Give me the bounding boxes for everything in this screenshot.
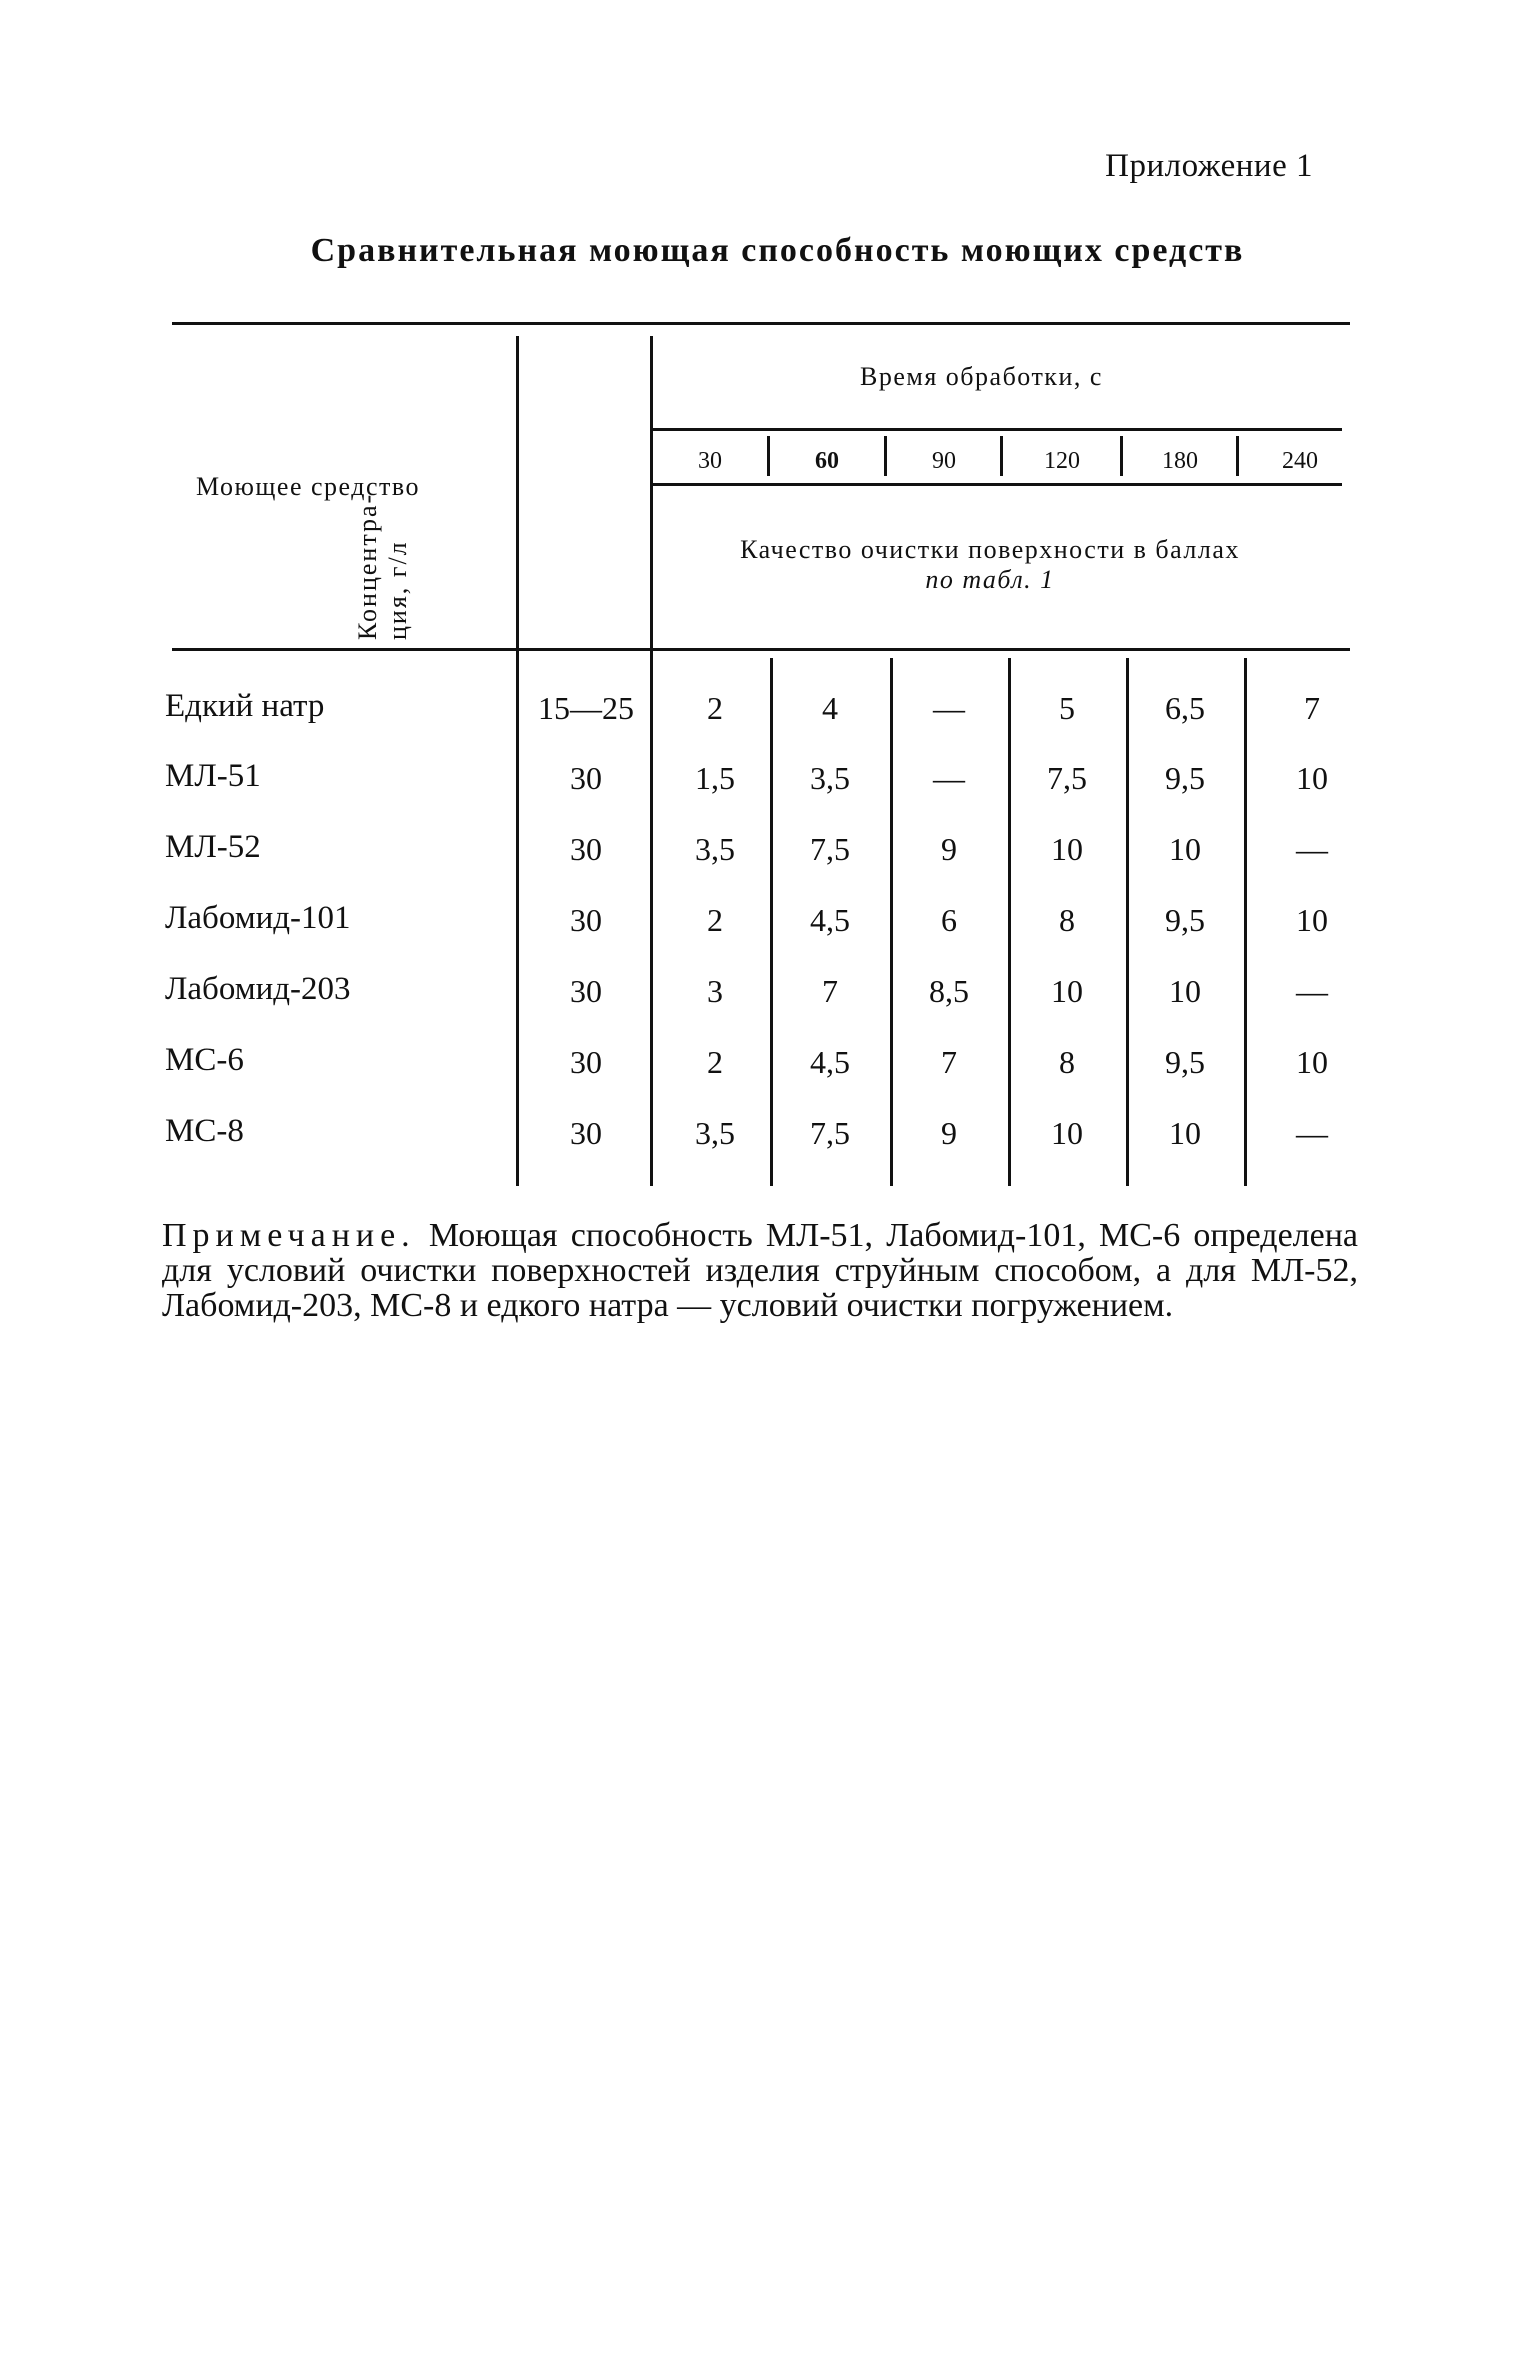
note-text: Моющая способность МЛ-51, Лабомид-101, МС-6 определена для условий очистки поверхностей изделия струйным способом, а для МЛ-52, Лабомид-203, МС-8 и едкого натра — условий очистки погружением. xyxy=(162,1217,1358,1324)
row-score-cell: 9,5 xyxy=(1165,1044,1205,1080)
row-score-cell: 4,5 xyxy=(810,902,850,938)
row-score-cell: 3,5 xyxy=(695,1115,735,1151)
time-divider xyxy=(1000,436,1003,476)
row-score-cell: 4 xyxy=(822,690,838,726)
row-score-cell: 4,5 xyxy=(810,1044,850,1080)
note xyxy=(162,1218,1358,1323)
score-column-rule xyxy=(770,658,773,1186)
row-score-cell: 2 xyxy=(707,690,723,726)
row-concentration: 30 xyxy=(570,1115,602,1151)
time-row-rule xyxy=(652,483,1342,486)
row-agent-name: Лабомид-203 xyxy=(165,971,351,1007)
quality-header xyxy=(655,535,1325,595)
time-header-cell: 60 xyxy=(815,448,839,474)
quality-header-line2: по табл. 1 xyxy=(925,565,1055,594)
row-score-cell: 9 xyxy=(941,1115,957,1151)
row-score-cell: 7 xyxy=(1304,690,1320,726)
row-score-cell: 8,5 xyxy=(929,973,969,1009)
row-score-cell: 6,5 xyxy=(1165,690,1205,726)
row-score-cell: — xyxy=(1296,1115,1328,1151)
score-column-rule xyxy=(890,658,893,1186)
row-score-cell: 9 xyxy=(941,831,957,867)
row-score-cell: — xyxy=(1296,973,1328,1009)
row-score-cell: 2 xyxy=(707,1044,723,1080)
table-header-rule xyxy=(172,648,1350,651)
row-score-cell: 7,5 xyxy=(810,1115,850,1151)
row-score-cell: 8 xyxy=(1059,1044,1075,1080)
row-score-cell: 9,5 xyxy=(1165,760,1205,796)
row-agent-name: Едкий натр xyxy=(165,688,325,724)
row-score-cell: 8 xyxy=(1059,902,1075,938)
row-agent-name: МЛ-51 xyxy=(165,758,261,794)
row-score-cell: 5 xyxy=(1059,690,1075,726)
concentration-column-header xyxy=(353,493,413,640)
row-score-cell: 9,5 xyxy=(1165,902,1205,938)
row-concentration: 30 xyxy=(570,831,602,867)
row-score-cell: 3 xyxy=(707,973,723,1009)
page-title: Сравнительная моющая способность моющих средств xyxy=(310,232,1245,269)
agent-column-rule xyxy=(516,336,519,1186)
score-column-rule xyxy=(1126,658,1129,1186)
row-concentration: 30 xyxy=(570,760,602,796)
row-score-cell: 6 xyxy=(941,902,957,938)
row-score-cell: 3,5 xyxy=(695,831,735,867)
time-divider xyxy=(884,436,887,476)
row-score-cell: — xyxy=(1296,831,1328,867)
row-score-cell: 7 xyxy=(941,1044,957,1080)
score-column-rule xyxy=(1008,658,1011,1186)
row-score-cell: 10 xyxy=(1051,831,1083,867)
time-header-cell: 30 xyxy=(698,448,722,474)
row-score-cell: — xyxy=(933,760,965,796)
row-score-cell: 10 xyxy=(1169,973,1201,1009)
row-agent-name: МЛ-52 xyxy=(165,829,261,865)
row-score-cell: 7,5 xyxy=(810,831,850,867)
row-score-cell: 7 xyxy=(822,973,838,1009)
table-top-rule xyxy=(172,322,1350,325)
time-group-rule xyxy=(652,428,1342,431)
appendix-label: Приложение 1 xyxy=(1105,148,1313,184)
row-agent-name: МС-6 xyxy=(165,1042,244,1078)
time-header-cell: 90 xyxy=(932,448,956,474)
time-group-header: Время обработки, с xyxy=(860,362,1103,391)
quality-header-line1: Качество очистки поверхности в баллах xyxy=(740,535,1240,564)
row-concentration: 15—25 xyxy=(538,690,634,726)
time-divider xyxy=(1236,436,1239,476)
concentration-column-rule xyxy=(650,336,653,1186)
time-header-cell: 180 xyxy=(1162,448,1198,474)
row-score-cell: 10 xyxy=(1051,973,1083,1009)
time-divider xyxy=(1120,436,1123,476)
concentration-header-line2: ция, г/л xyxy=(383,540,412,640)
row-score-cell: 10 xyxy=(1169,1115,1201,1151)
row-score-cell: 1,5 xyxy=(695,760,735,796)
time-header-cell: 120 xyxy=(1044,448,1080,474)
row-agent-name: МС-8 xyxy=(165,1113,244,1149)
row-score-cell: 10 xyxy=(1296,760,1328,796)
row-score-cell: 7,5 xyxy=(1047,760,1087,796)
row-score-cell: 10 xyxy=(1296,1044,1328,1080)
agent-column-header: Моющее средство xyxy=(196,472,420,501)
note-label: Примечание. xyxy=(162,1217,416,1254)
row-agent-name: Лабомид-101 xyxy=(165,900,351,936)
score-column-rule xyxy=(1244,658,1247,1186)
row-score-cell: 10 xyxy=(1296,902,1328,938)
time-header-cell: 240 xyxy=(1282,448,1318,474)
row-score-cell: 2 xyxy=(707,902,723,938)
row-score-cell: — xyxy=(933,690,965,726)
row-score-cell: 3,5 xyxy=(810,760,850,796)
row-concentration: 30 xyxy=(570,902,602,938)
time-divider xyxy=(767,436,770,476)
concentration-header-line1: Концентра- xyxy=(353,492,382,640)
row-score-cell: 10 xyxy=(1169,831,1201,867)
row-concentration: 30 xyxy=(570,973,602,1009)
row-score-cell: 10 xyxy=(1051,1115,1083,1151)
row-concentration: 30 xyxy=(570,1044,602,1080)
